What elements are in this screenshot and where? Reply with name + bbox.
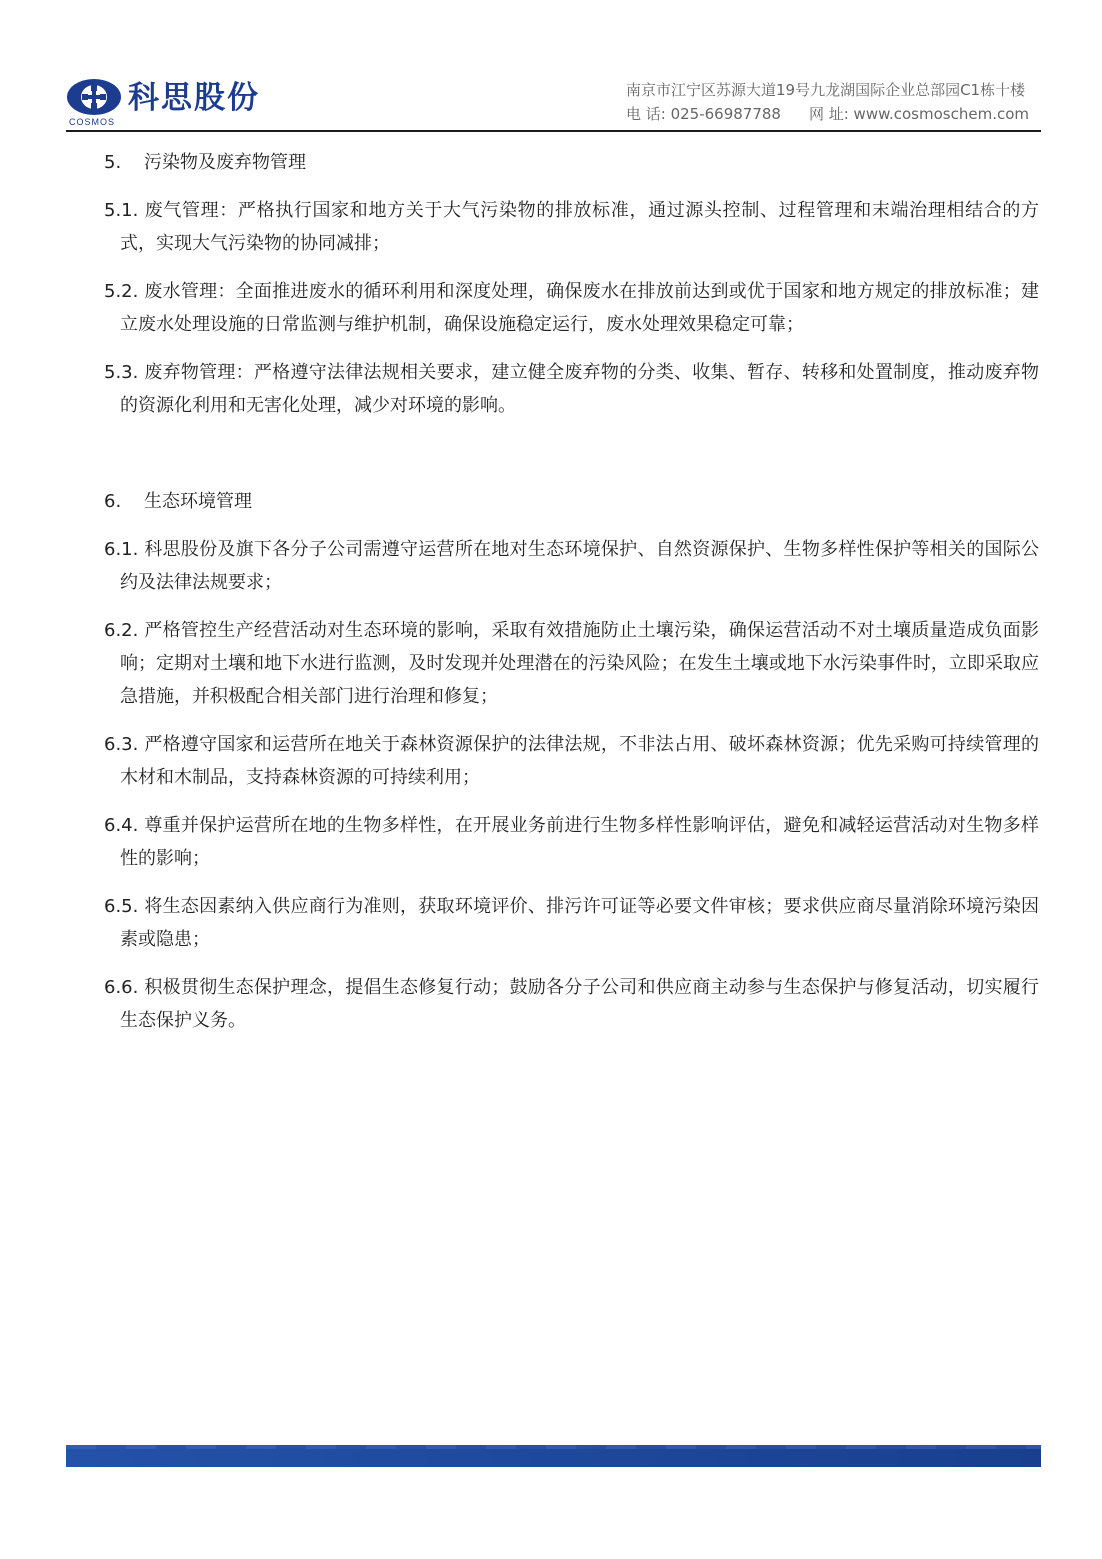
section-heading (104, 146, 1039, 179)
clause-paragraph: 5.1. 废气管理：严格执行国家和地方关于大气污染物的排放标准，通过源头控制、过程管理和末端治理相结合的方式，实现大气污染物的协同减排； (104, 200, 1039, 254)
clause-paragraph: 5.3. 废弃物管理：严格遵守法律法规相关要求，建立健全废弃物的分类、收集、暂存、转移和处置制度，推动废弃物的资源化利用和无害化处理，减少对环境的影响。 (104, 362, 1039, 416)
section-title: 生态环境管理 (144, 491, 252, 512)
clause-paragraph: 6.6. 积极贯彻生态保护理念，提倡生态修复行动；鼓励各分子公司和供应商主动参与生态保护与修复活动，切实履行生态保护义务。 (104, 977, 1039, 1031)
clause-paragraph: 6.2. 严格管控生产经营活动对生态环境的影响，采取有效措施防止土壤污染，确保运营活动不对土壤质量造成负面影响；定期对土壤和地下水进行监测，及时发现并处理潜在的污染风险；在发生土壤或地下水污染事件时，立即采取应急措施，并积极配合相关部门进行治理和修复； (104, 620, 1039, 707)
logo-cn-text: 科思股份 (128, 80, 260, 116)
section-heading (104, 485, 1039, 518)
cosmos-logo-icon (66, 78, 122, 116)
clause-paragraph: 6.1. 科思股份及旗下各分子公司需遵守运营所在地对生态环境保护、自然资源保护、生物多样性保护等相关的国际公约及法律法规要求； (104, 539, 1039, 593)
section-title: 污染物及废弃物管理 (144, 152, 306, 173)
clause-paragraph: 5.2. 废水管理：全面推进废水的循环利用和深度处理，确保废水在排放前达到或优于国家和地方规定的排放标准；建立废水处理设施的日常监测与维护机制，确保设施稳定运行，废水处理效果稳定可靠； (104, 281, 1039, 335)
document-body (104, 146, 1039, 1037)
clause-paragraph: 6.5. 将生态因素纳入供应商行为准则，获取环境评价、排污许可证等必要文件审核；要求供应商尽量消除环境污染因素或隐患； (104, 896, 1039, 950)
page-header (66, 72, 1041, 130)
logo-en-text: COSMOS (69, 117, 116, 127)
website-text: 网 址: www.cosmoschem.com (808, 105, 1029, 123)
footer-bar (66, 1445, 1041, 1467)
company-logo (66, 78, 260, 128)
section-number: 5. (104, 152, 122, 173)
address-text: 南京市江宁区苏源大道19号九龙湖国际企业总部园C1栋十楼 (625, 81, 1026, 99)
section-number: 6. (104, 491, 122, 512)
phone-text: 电 话: 025-66987788 (625, 105, 781, 123)
contact-info (626, 78, 1029, 126)
header-divider (66, 130, 1041, 132)
clause-paragraph: 6.3. 严格遵守国家和运营所在地关于森林资源保护的法律法规，不非法占用、破坏森林资源；优先采购可持续管理的木材和木制品，支持森林资源的可持续利用； (104, 734, 1039, 788)
clause-paragraph: 6.4. 尊重并保护运营所在地的生物多样性，在开展业务前进行生物多样性影响评估，避免和减轻运营活动对生物多样性的影响； (104, 815, 1039, 869)
